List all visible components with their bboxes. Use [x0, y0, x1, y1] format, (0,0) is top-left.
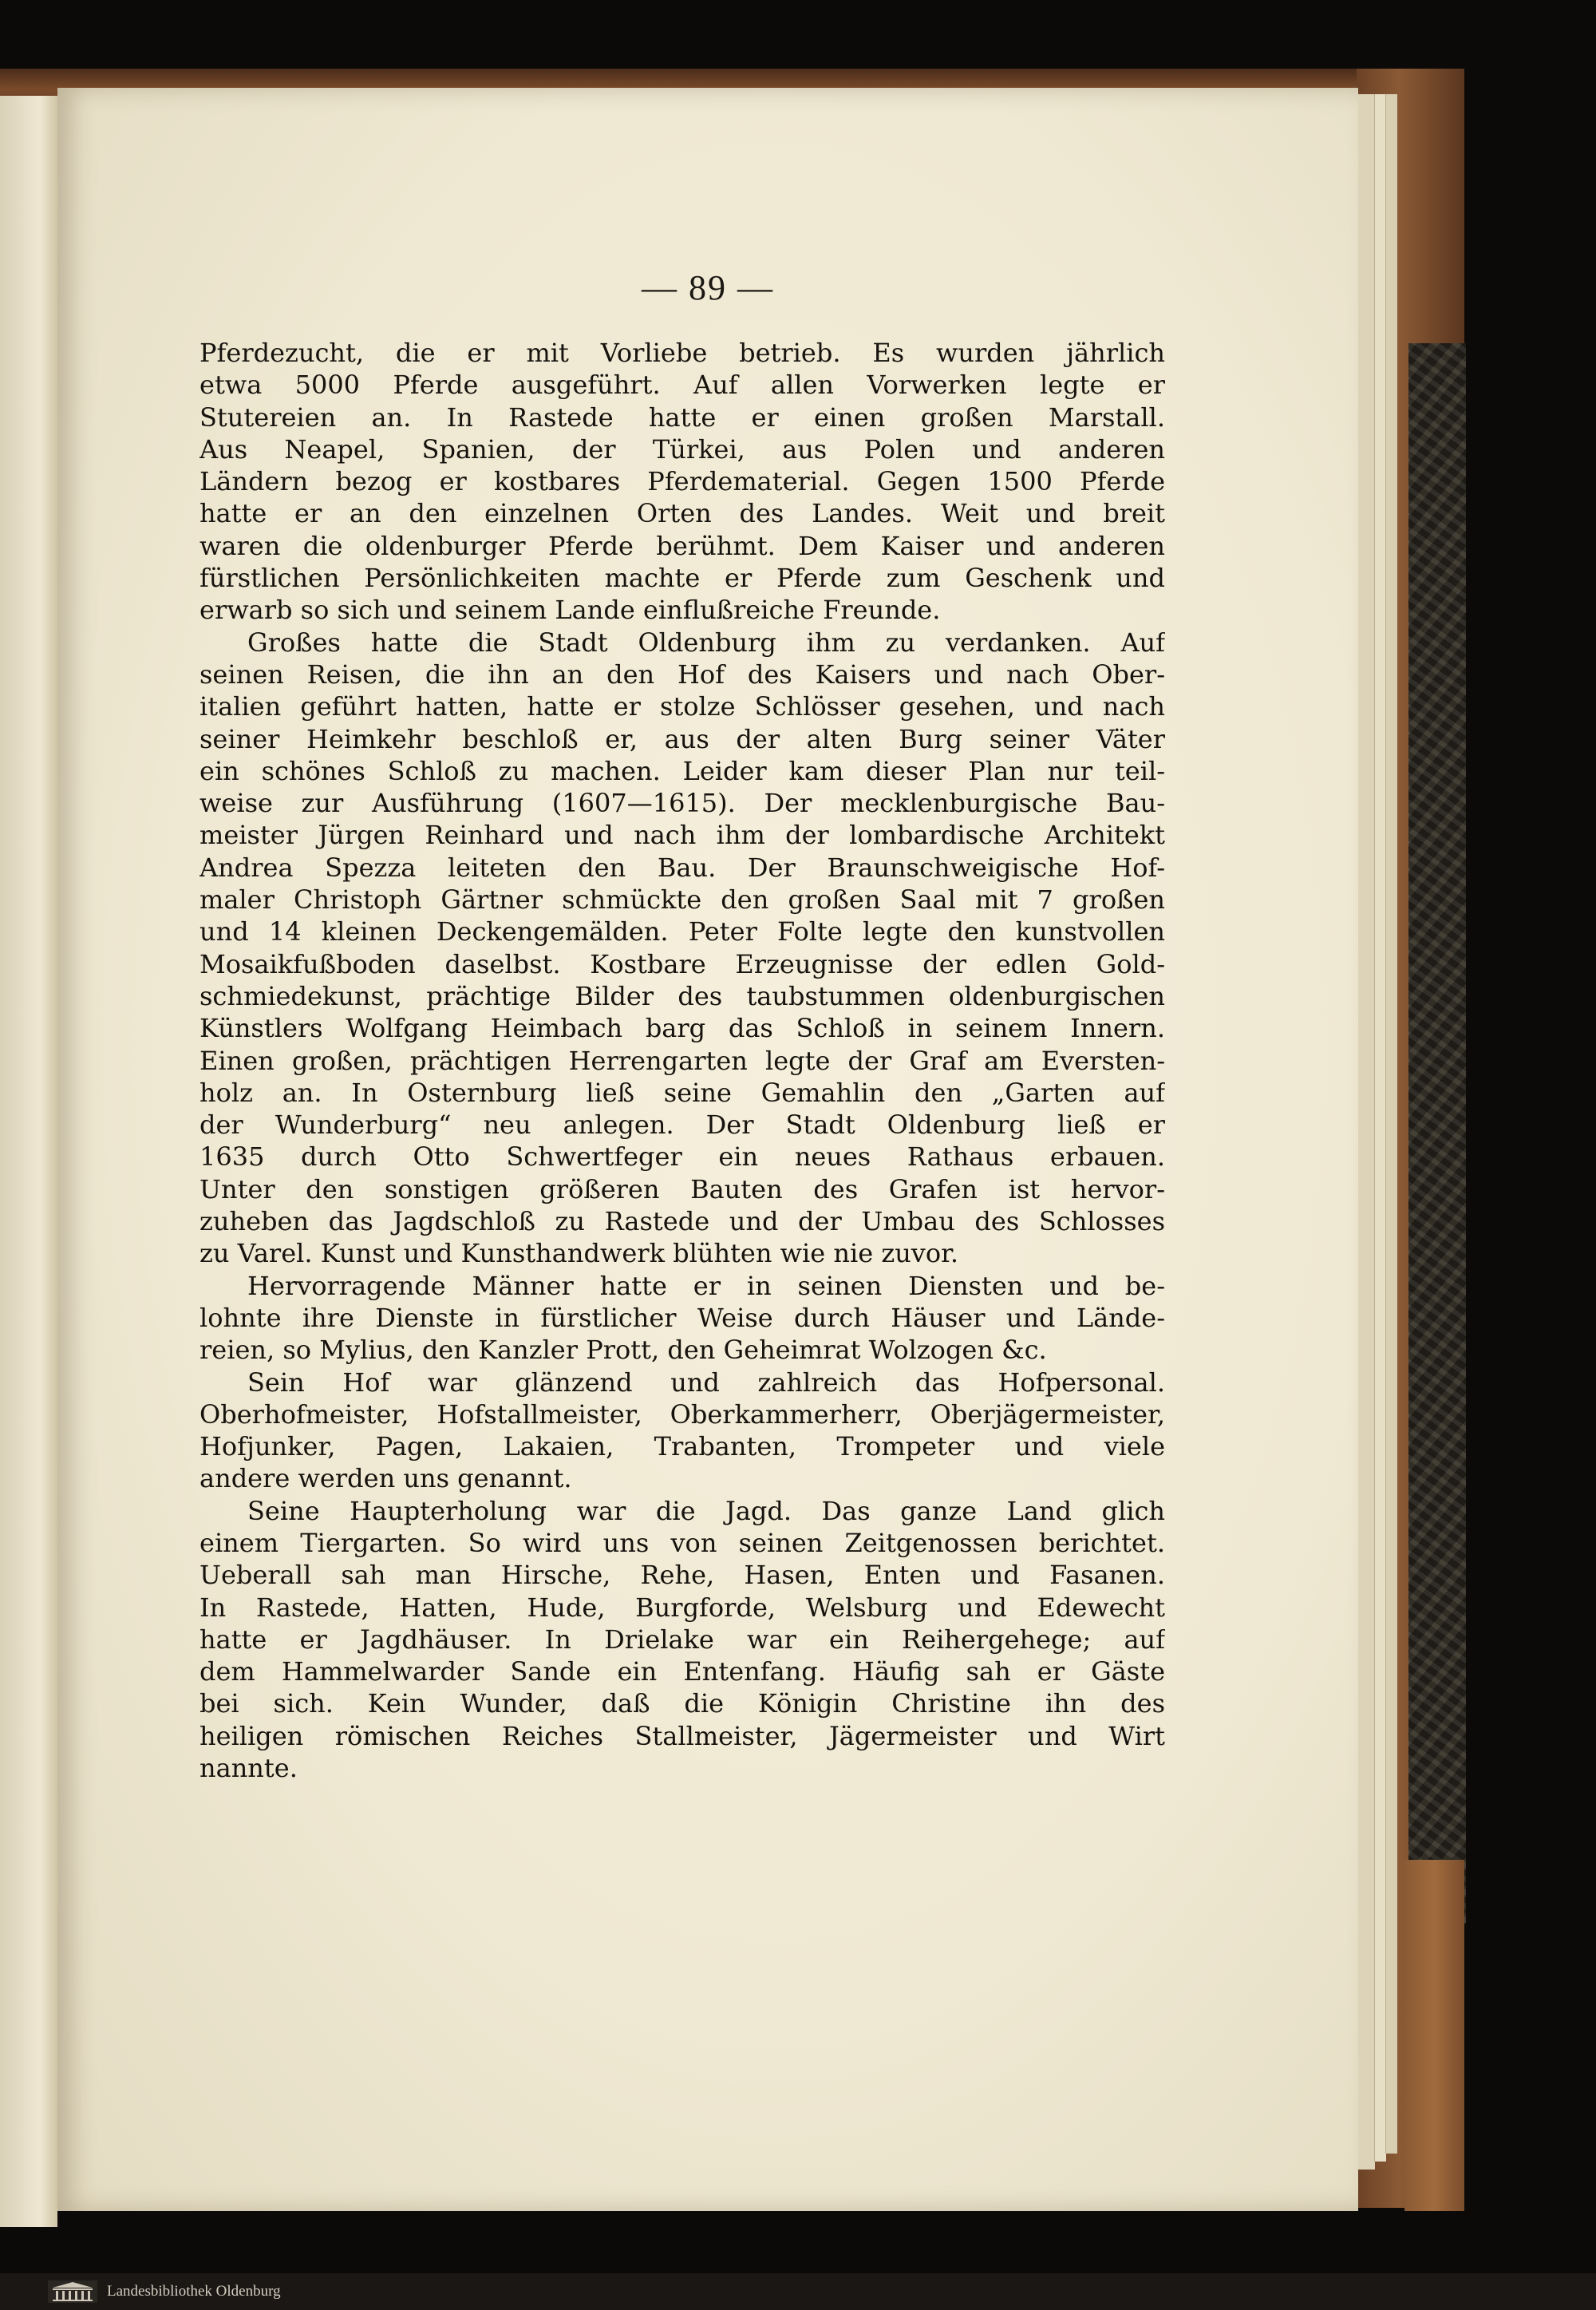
text-line: Aus Neapel, Spanien, der Türkei, aus Polen und anderen [200, 433, 1165, 465]
text-line: hatte er Jagdhäuser. In Drielake war ein Reihergehege; auf [200, 1624, 1165, 1655]
text-line: ein schönes Schloß zu machen. Leider kam dieser Plan nur teil- [200, 755, 1165, 786]
marbled-endpaper [1408, 343, 1466, 1924]
text-line: schmiedekunst, prächtige Bilder des taubstummen oldenburgischen [200, 980, 1165, 1011]
text-line: seiner Heimkehr beschloß er, aus der alten Burg seiner Väter [200, 723, 1165, 754]
text-line: hatte er an den einzelnen Orten des Landes. Weit und breit [200, 498, 1165, 529]
text-line: Hervorragende Männer hatte er in seinen Diensten und be- [247, 1270, 1165, 1301]
text-line: Oberhofmeister, Hofstallmeister, Oberkammerherr, Oberjägermeister, [200, 1398, 1165, 1430]
text-line: Stutereien an. In Rastede hatte er einen großen Marstall. [200, 401, 1165, 433]
footer-library-name: Landesbibliothek Oldenburg [107, 2283, 281, 2300]
text-line: der Wunderburg“ neu anlegen. Der Stadt Oldenburg ließ er [200, 1110, 1165, 1141]
text-line: Pferdezucht, die er mit Vorliebe betrieb. Es wurden jährlich [200, 338, 1165, 368]
library-building-icon [48, 2280, 97, 2303]
page-edge [1357, 94, 1375, 2170]
text-line: meister Jürgen Reinhard und nach ihm der lombardische Architekt [200, 820, 1165, 851]
text-line: Ueberall sah man Hirsche, Rehe, Hasen, Enten und Fasanen. [200, 1560, 1165, 1591]
body-text [200, 337, 1165, 1784]
text-line: Großes hatte die Stadt Oldenburg ihm zu verdanken. Auf [247, 627, 1165, 658]
text-line: Mosaikfußboden daselbst. Kostbare Erzeugnisse der edlen Gold- [200, 948, 1165, 979]
text-line: nannte. [200, 1753, 298, 1784]
left-page-edge [0, 96, 57, 2227]
text-line: Unter den sonstigen größeren Bauten des Grafen ist hervor- [200, 1173, 1165, 1204]
text-line: Andrea Spezza leiteten den Bau. Der Braunschweigische Hof- [200, 852, 1165, 883]
text-line: dem Hammelwarder Sande ein Entenfang. Häufig sah er Gäste [200, 1656, 1165, 1687]
page-edge [1385, 94, 1397, 2154]
text-line: Einen großen, prächtigen Herrengarten legte der Graf am Eversten- [200, 1045, 1165, 1076]
leather-spine-corner [1404, 1860, 1464, 2211]
page-number: — 89 — [642, 268, 774, 307]
text-line: Hofjunker, Pagen, Lakaien, Trabanten, Trompeter und viele [200, 1431, 1165, 1462]
text-line: heiligen römischen Reiches Stallmeister, Jägermeister und Wirt [200, 1720, 1165, 1751]
text-line: fürstlichen Persönlichkeiten machte er Pferde zum Geschenk und [200, 563, 1165, 594]
text-line: erwarb so sich und seinem Lande einflußreiche Freunde. [200, 595, 941, 626]
text-line: waren die oldenburger Pferde berühmt. Dem Kaiser und anderen [200, 530, 1165, 561]
text-line: maler Christoph Gärtner schmückte den großen Saal mit 7 großen [200, 884, 1165, 916]
text-line: reien, so Mylius, den Kanzler Prott, den Geheimrat Wolzogen &c. [200, 1335, 1047, 1366]
text-line: und 14 kleinen Deckengemälden. Peter Folte legte den kunstvollen [200, 916, 1165, 947]
text-line: bei sich. Kein Wunder, daß die Königin Christine ihn des [200, 1688, 1165, 1719]
text-line: 1635 durch Otto Schwertfeger ein neues Rathaus erbauen. [200, 1141, 1165, 1173]
text-line: andere werden uns genannt. [200, 1463, 572, 1494]
text-line: zu Varel. Kunst und Kunsthandwerk blühten wie nie zuvor. [200, 1238, 959, 1269]
text-line: Sein Hof war glänzend und zahlreich das Hofpersonal. [247, 1367, 1165, 1398]
footer-bar [0, 2273, 1596, 2310]
book-page [57, 88, 1358, 2211]
page-edge [1374, 94, 1386, 2162]
text-line: italien geführt hatten, hatte er stolze Schlösser gesehen, und nach [200, 691, 1165, 722]
text-line: einem Tiergarten. So wird uns von seinen Zeitgenossen berichtet. [200, 1527, 1165, 1558]
text-line: weise zur Ausführung (1607—1615). Der mecklenburgische Bau- [200, 788, 1165, 819]
text-line: Ländern bezog er kostbares Pferdematerial. Gegen 1500 Pferde [200, 466, 1165, 497]
text-line: lohnte ihre Dienste in fürstlicher Weise durch Häuser und Lände- [200, 1302, 1165, 1333]
text-line: etwa 5000 Pferde ausgeführt. Auf allen Vorwerken legte er [200, 370, 1165, 401]
text-line: In Rastede, Hatten, Hude, Burgforde, Welsburg und Edewecht [200, 1592, 1165, 1623]
text-line: Künstlers Wolfgang Heimbach barg das Schloß in seinem Innern. [200, 1013, 1165, 1044]
text-line: holz an. In Osternburg ließ seine Gemahlin den „Garten auf [200, 1077, 1165, 1108]
text-line: seinen Reisen, die ihn an den Hof des Kaisers und nach Ober- [200, 659, 1165, 690]
text-line: Seine Haupterholung war die Jagd. Das ganze Land glich [247, 1495, 1165, 1526]
text-line: zuheben das Jagdschloß zu Rastede und der Umbau des Schlosses [200, 1206, 1165, 1237]
